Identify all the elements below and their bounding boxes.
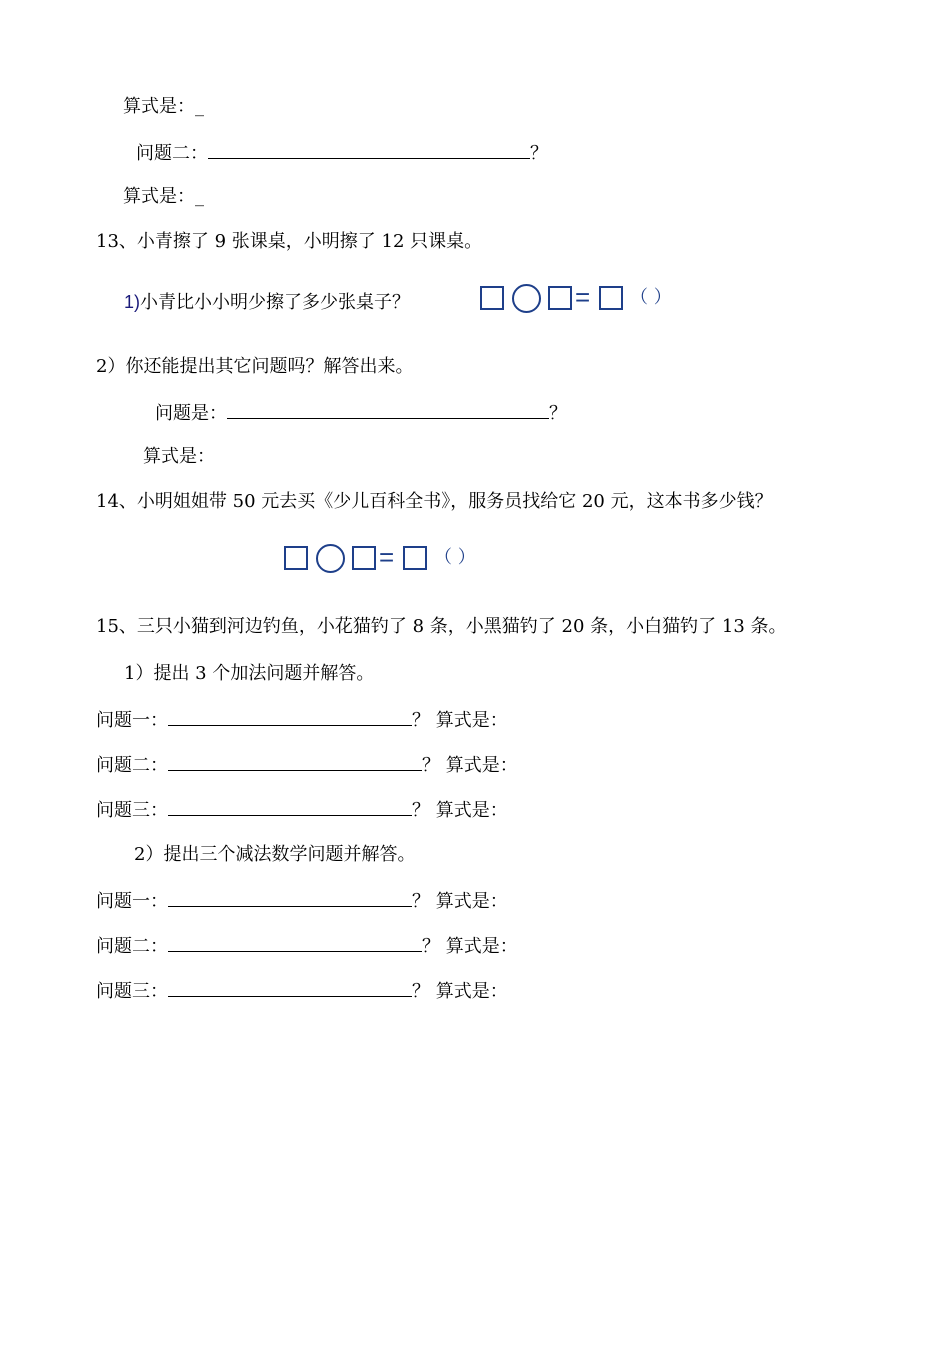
q15-add-row-1 (96, 707, 508, 731)
q13-sub2: 2）你还能提出其它问题吗？解答出来。 (96, 356, 414, 377)
answer-paren[interactable]: （ ） (434, 547, 476, 568)
answer-blank[interactable] (168, 707, 412, 726)
q13-sub1 (124, 290, 410, 314)
q13-question (155, 400, 567, 424)
circle-box[interactable] (316, 544, 345, 573)
circle-box[interactable] (512, 284, 541, 313)
square-box[interactable] (548, 286, 572, 310)
square-box[interactable] (599, 286, 623, 310)
q14-stem: 14、小明姐姐带 50 元去买《少儿百科全书》，服务员找给它 20 元，这本书多少钱？ (96, 491, 773, 512)
formula-label: ？ 算式是： (422, 755, 518, 776)
question-label: 问题三： (96, 981, 168, 1002)
answer-blank[interactable] (168, 933, 422, 952)
question-label: 问题二： (136, 143, 208, 164)
sub-number: 1) (124, 292, 141, 312)
answer-blank[interactable] (168, 752, 422, 771)
answer-blank[interactable] (168, 797, 412, 816)
square-box[interactable] (403, 546, 427, 570)
q13-stem: 13、小青擦了 9 张课桌，小明擦了 12 只课桌。 (96, 231, 483, 252)
formula-label: ？ 算式是： (412, 891, 508, 912)
formula-label: ？ 算式是： (412, 981, 508, 1002)
q14-equation-boxes (284, 544, 494, 574)
question-mark: ？ (549, 403, 567, 424)
question-label: 问题二： (96, 755, 168, 776)
q15-sub2: 2）提出三个减法数学问题并解答。 (134, 844, 416, 865)
question-mark: ？ (530, 143, 548, 164)
q12-question-2 (136, 140, 548, 164)
square-box[interactable] (480, 286, 504, 310)
q15-stem: 15、三只小猫到河边钓鱼，小花猫钓了 8 条，小黑猫钓了 20 条，小白猫钓了 13 条。 (96, 616, 787, 637)
square-box[interactable] (284, 546, 308, 570)
formula-label: ？ 算式是： (412, 710, 508, 731)
formula-label: ？ 算式是： (422, 936, 518, 957)
q12-formula-2: 算式是：_ (123, 186, 204, 207)
answer-blank[interactable] (168, 978, 412, 997)
q15-sub1: 1）提出 3 个加法问题并解答。 (124, 663, 375, 684)
formula-label: ？ 算式是： (412, 800, 508, 821)
q15-sub-row-3 (96, 978, 508, 1002)
equals-sign: = (575, 282, 591, 312)
q13-equation-boxes (480, 284, 690, 314)
question-label: 问题二： (96, 936, 168, 957)
square-box[interactable] (352, 546, 376, 570)
q15-add-row-3 (96, 797, 508, 821)
equals-sign: = (379, 542, 395, 572)
question-label: 问题三： (96, 800, 168, 821)
q12-formula-1: 算式是：_ (123, 96, 204, 117)
answer-blank[interactable] (208, 140, 530, 159)
question-label: 问题一： (96, 891, 168, 912)
question-label: 问题一： (96, 710, 168, 731)
question-label: 问题是： (155, 403, 227, 424)
sub-text: 小青比小小明少擦了多少张桌子？ (140, 292, 411, 313)
q15-sub-row-2 (96, 933, 518, 957)
answer-paren[interactable]: （ ） (630, 287, 672, 308)
answer-blank[interactable] (168, 888, 412, 907)
answer-blank[interactable] (227, 400, 549, 419)
q15-sub-row-1 (96, 888, 508, 912)
q13-formula: 算式是： (143, 446, 215, 467)
q15-add-row-2 (96, 752, 518, 776)
